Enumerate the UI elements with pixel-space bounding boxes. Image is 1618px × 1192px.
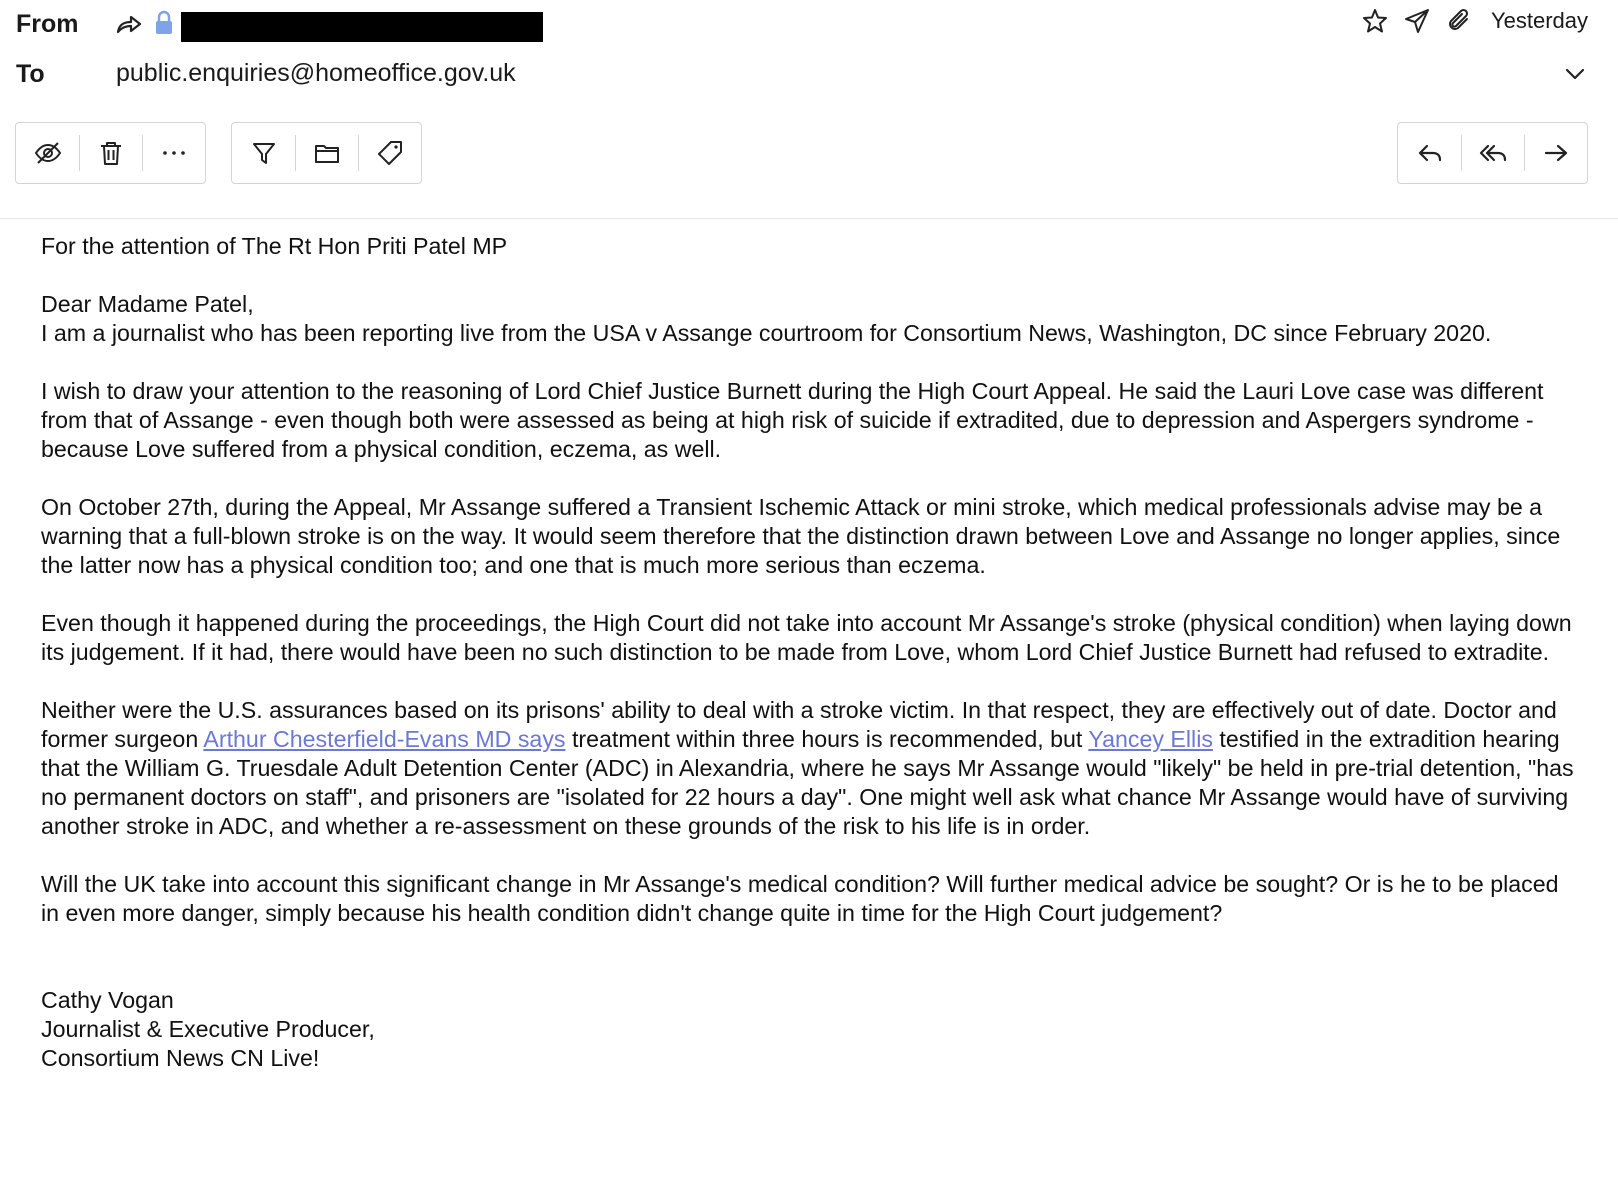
redacted-sender [181,12,543,42]
to-address[interactable]: public.enquiries@homeoffice.gov.uk [116,59,516,87]
send-icon[interactable] [1403,7,1431,35]
delete-button[interactable] [79,123,142,183]
paragraph-1: I am a journalist who has been reporting live from the USA v Assange courtroom for Consortium News, Washington, DC since February 2020. [41,320,1492,346]
toolbar-group-manage [15,122,206,184]
toolbar-group-organize [231,122,422,184]
folder-icon [312,138,342,168]
from-label: From [16,10,79,38]
paragraph-3: On October 27th, during the Appeal, Mr Assange suffered a Transient Ischemic Attack or mini stroke, which medical professionals advise may be a warning that a full-blown stroke is on the way. It would seem therefore that the distinction drawn between Love and Assange no longer applies, since the latter now has a physical condition too; and one that is much more serious than eczema. [41,494,1561,578]
star-icon[interactable] [1361,7,1389,35]
forward-icon [1541,138,1571,168]
reply-all-icon [1478,138,1508,168]
label-button[interactable] [358,123,421,183]
paragraph-5-part-b: treatment within three hours is recommended, but [565,726,1089,752]
filter-icon [249,138,279,168]
move-to-folder-button[interactable] [295,123,358,183]
link-yancey-ellis[interactable]: Yancey Ellis [1088,726,1213,752]
tag-icon [375,138,405,168]
to-label: To [16,60,45,88]
paragraph-6: Will the UK take into account this significant change in Mr Assange's medical condition? Will further medical advice be sought? Or is he to be placed in even more danger, simply because his health condition didn't change quite in time for the High Court judgement? [41,871,1559,926]
signature-name: Cathy Vogan [41,987,174,1013]
reply-all-button[interactable] [1461,123,1524,183]
filter-button[interactable] [232,123,295,183]
header-actions [1361,7,1588,35]
forward-button[interactable] [1524,123,1587,183]
eye-off-icon [33,138,63,168]
lock-icon [154,10,174,36]
paragraph-5-part-a: Neither were the U.S. assurances based on its prisons' ability to deal with a stroke victim. In that respect, they are effectively out of date. Doctor and former surgeon [41,697,1557,752]
paragraph-5 [41,696,1581,841]
email-body [41,232,1581,1073]
signature-title: Journalist & Executive Producer, [41,1016,375,1042]
signature [41,986,1581,1073]
more-button[interactable] [142,123,205,183]
to-row [0,53,1618,93]
paragraph-2: I wish to draw your attention to the reasoning of Lord Chief Justice Burnett during the High Court Appeal. He said the Lauri Love case was different from that of Assange - even though both were assessed as being at high risk of suicide if extradited, due to depression and Aspergers syndrome - because Love suffered from a physical condition, eczema, as well. [41,378,1544,462]
from-row [0,3,1618,43]
greeting: Dear Madame Patel, [41,291,254,317]
paragraph-5-part-c: testified in the extradition hearing that the William G. Truesdale Adult Detention Center (ADC) in Alexandria, where he says Mr Assange would "likely" be held in pre-trial detention, "has no permanent doctors on staff", and prisoners are "isolated for 22 hours a day". One might well ask what chance Mr Assange would have of surviving another stroke in ADC, and whether a re-assessment on these grounds of the risk to his life is in order. [41,726,1574,839]
signature-org: Consortium News CN Live! [41,1045,320,1071]
email-header [0,0,1618,219]
forwarded-arrow-icon [115,12,143,36]
paragraph-4: Even though it happened during the proceedings, the High Court did not take into account Mr Assange's stroke (physical condition) when laying down its judgement. If it had, there would have been no such distinction to be made from Love, whom Lord Chief Justice Burnett had refused to extradite. [41,610,1572,665]
hide-button[interactable] [16,123,79,183]
paragraph-intro [41,290,1581,348]
paperclip-icon[interactable] [1445,7,1473,35]
more-icon [159,138,189,168]
reply-icon [1415,138,1445,168]
chevron-down-icon[interactable] [1562,61,1588,87]
toolbar-group-respond [1397,122,1588,184]
link-arthur-chesterfield-evans[interactable]: Arthur Chesterfield-Evans MD says [203,726,566,752]
reply-button[interactable] [1398,123,1461,183]
attention-line: For the attention of The Rt Hon Priti Patel MP [41,233,508,259]
email-date: Yesterday [1490,8,1588,33]
trash-icon [96,138,126,168]
